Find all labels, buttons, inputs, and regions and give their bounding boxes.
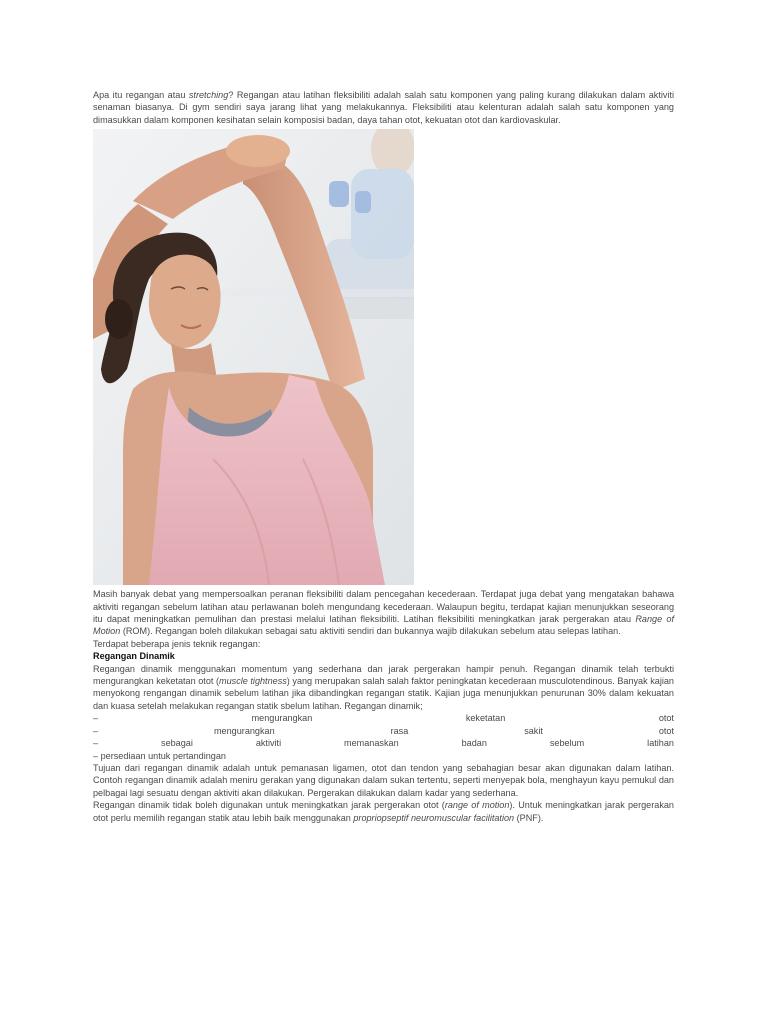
dynamic-paragraph: Regangan dinamik menggunakan momentum yang sederhana dan jarak pergerakan hampir penuh. Regangan dinamik telah terbukti mengurangkan keketatan otot (muscle tightness) yang merupakan salah salah faktor peningkatan kecederaan musculotendinous. Banyak kajian menyokong rengangan dinamik sebelum latihan jika dibandingkan regangan statik. Kajian juga menunjukkan penurunan 30% dalam kekuatan dan kuasa setelah melakukan regangan statik sbelum latihan. Regangan dinamik; [93,663,674,711]
purpose-paragraph: Tujuan dari regangan dinamik adalah untuk pemanasan ligamen, otot dan tendon yang sebahagian besar akan digunakan dalam latihan. Contoh regangan dinamik adalah meniru gerakan yang digunakan dalam sukan tertentu, seperti menyepak bola, menghayun kayu pemukul dan pelbagai lagi sesuatu dengan aktiviti akan dilakukan. Pergerakan dilakukan dalam kadar yang sederhana. [93,762,674,798]
debate-paragraph: Masih banyak debat yang mempersoalkan peranan fleksibiliti dalam pencegahan kecederaan. Terdapat juga debat yang mengatakan bahawa aktiviti regangan sebelum latihan atau perlawanan boleh mengundang kecederaan. Walaupun begitu, terdapat kajian menunjukkan seseorang itu dapat meningkatkan pemulihan dan prestasi melalui latihan fleksibiliti. Latihan fleksibiliti meningkatkan jarak pergerakan atau Range of Motion (ROM). Regangan boleh dilakukan sebagai satu aktiviti sendiri dan bukannya wajib dilakukan sebelum atau selepas latihan. [93,589,674,637]
bullet-line-2: – mengurangkan rasa sakit otot [93,725,674,736]
techniques-intro: Terdapat beberapa jenis teknik regangan: [93,638,261,649]
range-of-motion-paragraph: Regangan dinamik tidak boleh digunakan untuk meningkatkan jarak pergerakan otot (range of motion). Untuk meningkatkan jarak pergerakan otot perlu memilih regangan statik atau lebih baik menggunakan propriopseptif neuromuscular facilitation (PNF). [93,800,674,823]
bullet-line-4: – persediaan untuk pertandingan [93,750,226,761]
bullet-line-3: – sebagai aktiviti memanaskan badan sebelum latihan [93,738,674,749]
article-body [93,89,674,824]
intro-paragraph: Apa itu regangan atau stretching? Regangan atau latihan fleksibiliti adalah salah satu komponen yang paling kurang dilakukan dalam aktiviti senaman biasanya. Di gym sendiri saya jarang lihat yang melakukannya. Fleksibiliti atau kelenturan adalah salah satu komponen yang dimasukkan dalam komponen kesihatan selain komposisi badan, daya tahan otot, kekuatan otot dan kardiovaskular. [93,90,674,125]
dynamic-stretching-heading: Regangan Dinamik [93,651,175,662]
woman-stretching-photo [93,129,414,585]
bullet-line-1: – mengurangkan keketatan otot [93,713,674,724]
